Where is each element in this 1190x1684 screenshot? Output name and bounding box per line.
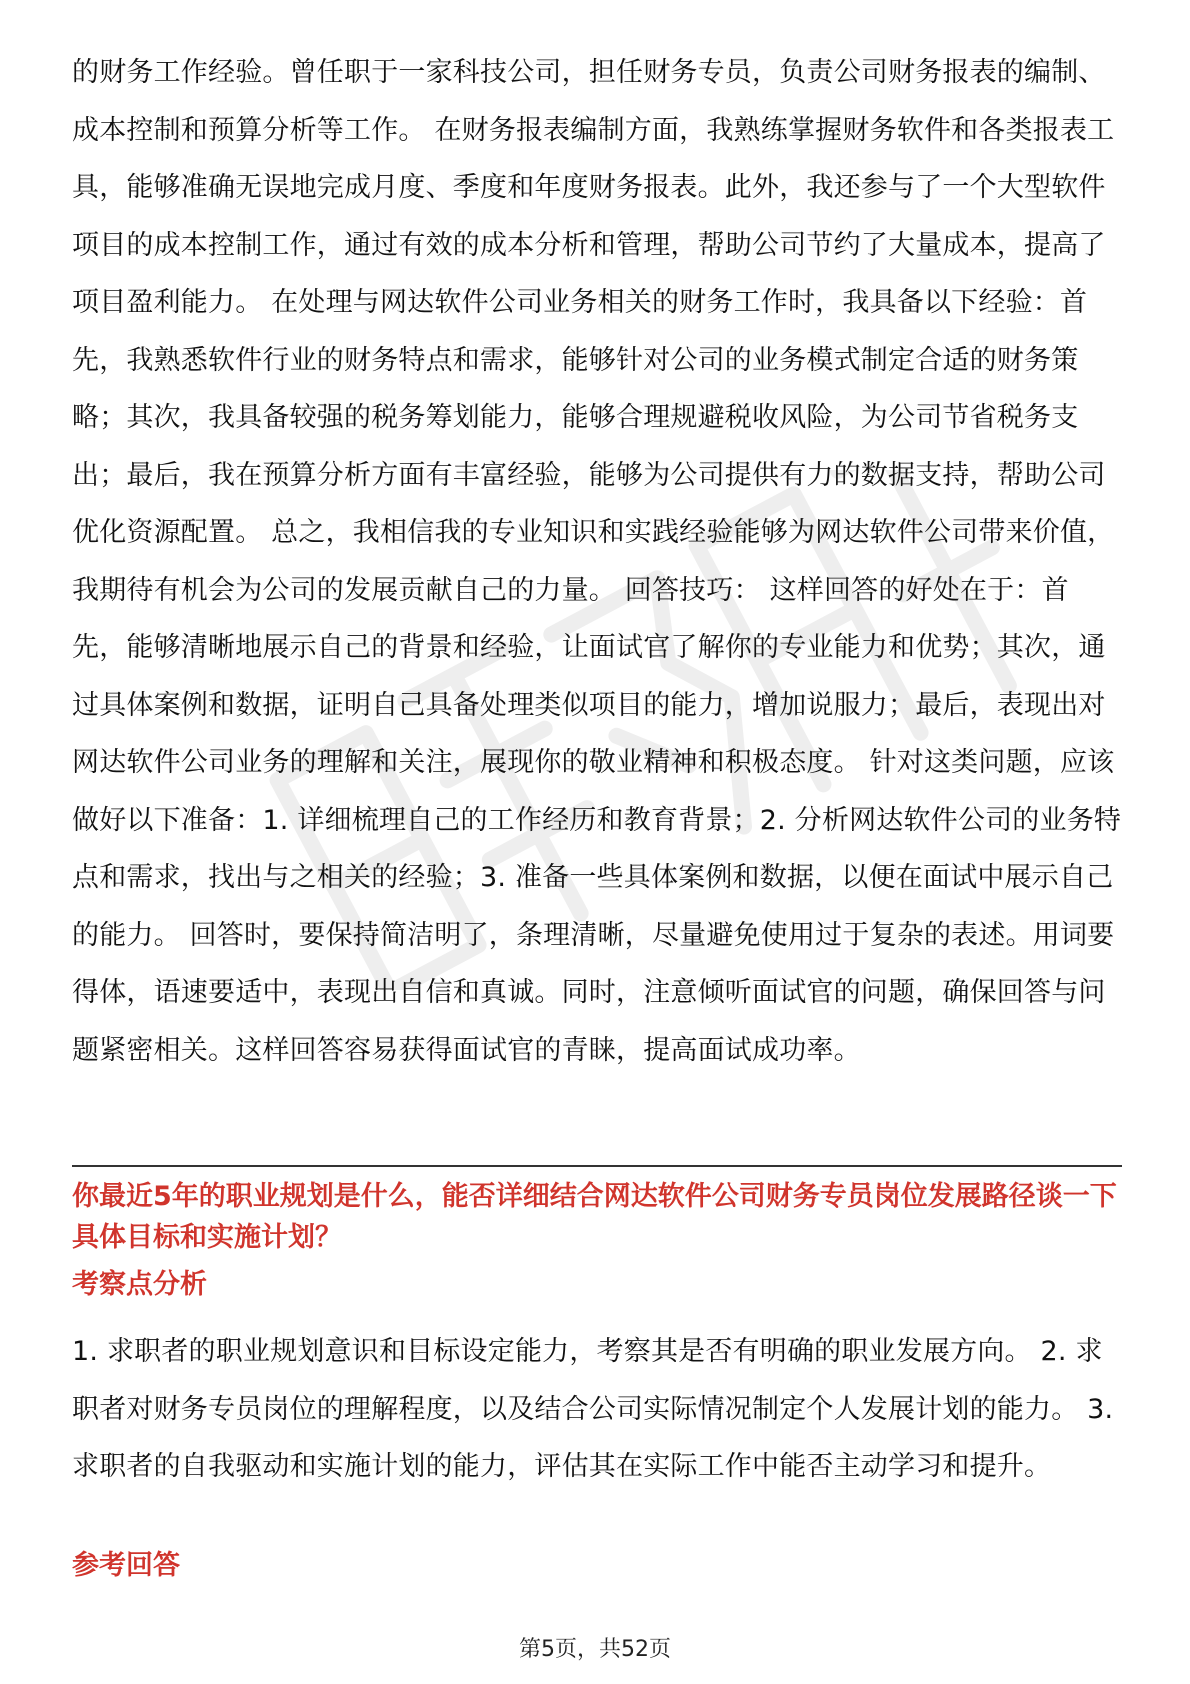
answer-paragraph: 的财务工作经验。曾任职于一家科技公司，担任财务专员，负责公司财务报表的编制、成本控制和预算分析等工作。 在财务报表编制方面，我熟练掌握财务软件和各类报表工具，能够准确无误地完成月度、季度和年度财务报表。此外，我还参与了一个大型软件项目的成本控制工作，通过有效的成本分析和管理，帮助公司节约了大量成本，提高了项目盈利能力。 在处理与网达软件公司业务相关的财务工作时，我具备以下经验：首先，我熟悉软件行业的财务特点和需求，能够针对公司的业务模式制定合适的财务策略；其次，我具备较强的税务筹划能力，能够合理规避税收风险，为公司节省税务支出；最后，我在预算分析方面有丰富经验，能够为公司提供有力的数据支持，帮助公司优化资源配置。 总之，我相信我的专业知识和实践经验能够为网达软件公司带来价值，我期待有机会为公司的发展贡献自己的力量。 回答技巧： 这样回答的好处在于：首先，能够清晰地展示自己的背景和经验，让面试官了解你的专业能力和优势；其次，通过具体案例和数据，证明自己具备处理类似项目的能力，增加说服力；最后，表现出对网达软件公司业务的理解和关注，展现你的敬业精神和积极态度。 针对这类问题，应该做好以下准备：1. 详细梳理自己的工作经历和教育背景；2. 分析网达软件公司的业务特点和需求，找出与之相关的经验；3. 准备一些具体案例和数据，以便在面试中展示自己的能力。 回答时，要保持简洁明了，条理清晰，尽量避免使用过于复杂的表述。用词要得体，语速要适中，表现出自信和真诚。同时，注意倾听面试官的问题，确保回答与问题紧密相关。这样回答容易获得面试官的青睐，提高面试成功率。	[72, 57, 1122, 1066]
analysis-text: 1. 求职者的职业规划意识和目标设定能力，考察其是否有明确的职业发展方向。 2. 求职者对财务专员岗位的理解程度，以及结合公司实际情况制定个人发展计划的能力。 3. 求职者的自我驱动和实施计划的能力，评估其在实际工作中能否主动学习和提升。	[72, 1336, 1114, 1482]
analysis-heading: 考察点分析	[72, 1269, 207, 1300]
answer-body	[72, 44, 1122, 1079]
page-number: 第5页，共52页	[519, 1637, 671, 1662]
question-title: 你最近5年的职业规划是什么，能否详细结合网达软件公司财务专员岗位发展路径谈一下具体目标和实施计划？	[72, 1181, 1117, 1253]
section-divider	[72, 1165, 1122, 1167]
reference-heading: 参考回答	[72, 1550, 180, 1581]
